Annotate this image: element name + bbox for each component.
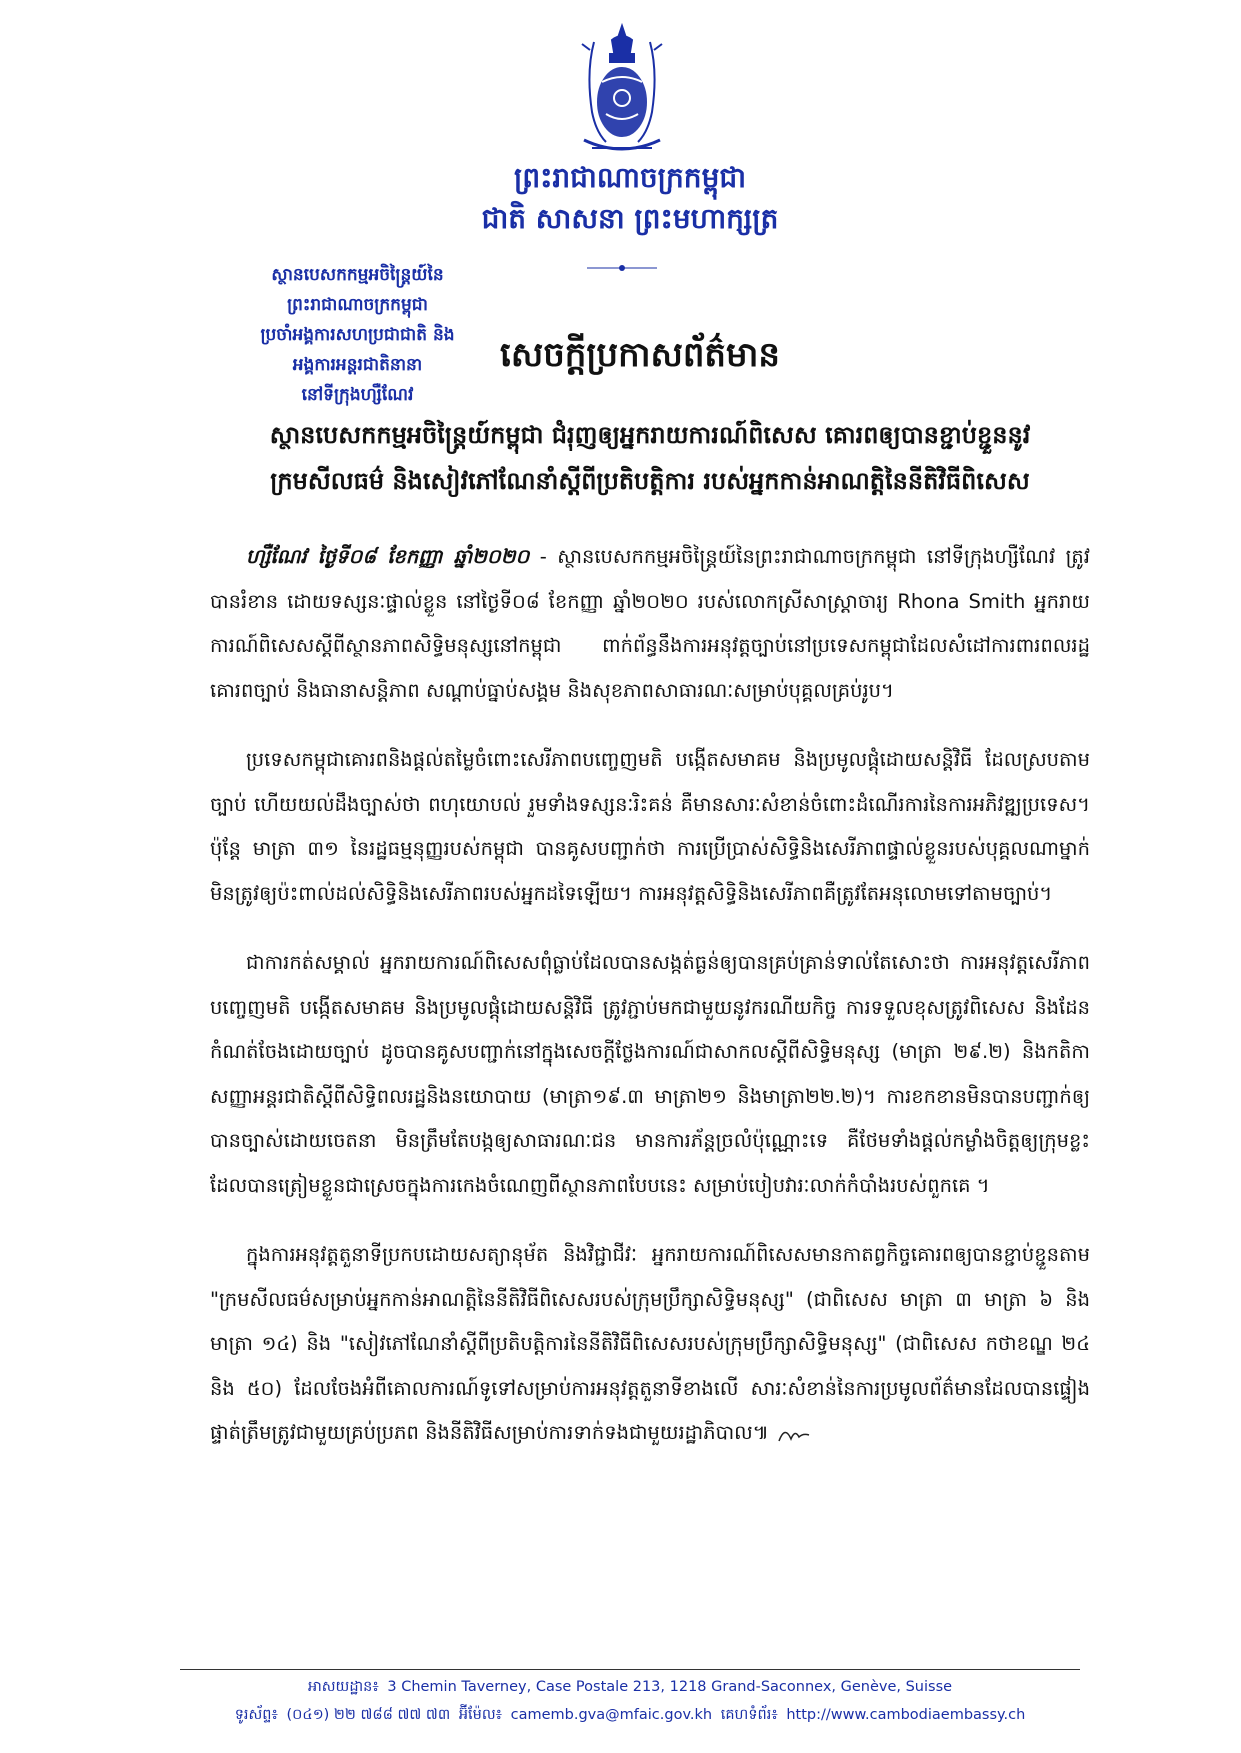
footer-address bbox=[170, 1678, 1090, 1699]
address-label: អាសយដ្ឋាន៖ bbox=[307, 1679, 379, 1695]
kingdom-name: ព្រះរាជាណាចក្រកម្ពុជា bbox=[513, 161, 746, 194]
initials-signature-icon bbox=[777, 1423, 811, 1445]
paragraph: ជាការកត់សម្គាល់ អ្នករាយការណ៍ពិសេសពុំធ្លាប់ដែលបានសង្កត់ធ្ងន់ឲ្យបានគ្រប់គ្រាន់ទាល់តែសោះថា ការអនុវត្តសេរីភាពបញ្ចេញមតិ បង្កើតសមាគម និងប្រមូលផ្តុំដោយសន្តិវិធី ត្រូវភ្ជាប់មកជាមួយនូវករណីយកិច្ច ការទទួលខុសត្រូវពិសេស និងដែនកំណត់ចែងដោយច្បាប់ ដូចបានគូសបញ្ជាក់នៅក្នុងសេចក្តីថ្លែងការណ៍ជាសាកលស្តីពីសិទ្ធិមនុស្ស (មាត្រា ២៩.២) និងកតិកាសញ្ញាអន្តរជាតិស្តីពីសិទ្ធិពលរដ្ឋនិងនយោបាយ (មាត្រា១៩.៣ មាត្រា២១ និងមាត្រា២២.២)។ ការខកខានមិនបានបញ្ជាក់ឲ្យបានច្បាស់ដោយចេតនា មិនត្រឹមតែបង្កឲ្យសាធារណៈជន មានការភ័ន្តច្រលំប៉ុណ្ណោះទេ គឺថែមទាំងផ្តល់កម្លាំងចិត្តឲ្យក្រុមខ្លះ ដែលបានត្រៀមខ្លួនជាស្រេចក្នុងការកេងចំណេញពីស្ថានភាពបែបនេះ សម្រាប់បៀបវារៈលាក់កំបាំងរបស់ពួកគេ ។ bbox=[210, 951, 1090, 1197]
website-label: គេហទំព័រ៖ bbox=[720, 1707, 778, 1723]
paragraph-text: ក្នុងការអនុវត្តតួនាទីប្រកបដោយសត្យានុម័ត និងវិជ្ជាជីវៈ អ្នករាយការណ៍ពិសេសមានកាតព្វកិច្ចគោរពឲ្យបានខ្ជាប់ខ្ជួនតាម "ក្រមសីលធម៌សម្រាប់អ្នកកាន់អាណត្តិនៃនីតិវិធីពិសេសរបស់ក្រុមប្រឹក្សាសិទ្ធិមនុស្ស" (ជាពិសេស មាត្រា ៣ មាត្រា ៦ និងមាត្រា ១៤) និង "សៀវភៅណែនាំស្តីពីប្រតិបត្តិការនៃនីតិវិធីពិសេសរបស់ក្រុមប្រឹក្សាសិទ្ធិមនុស្ស" (ជាពិសេស កថាខណ្ឌ ២៤ និង ៥០) ដែលចែងអំពីគោលការណ៍ទូទៅសម្រាប់ការអនុវត្តតួនាទីខាងលើ សារៈសំខាន់នៃការប្រមូលព័ត៌មានដែលបានផ្ទៀងផ្ទាត់ត្រឹមត្រូវជាមួយគ្រប់ប្រភព និងនីតិវិធីសម្រាប់ការទាក់ទងជាមួយរដ្ឋាភិបាល៕ bbox=[210, 1243, 1090, 1444]
dateline: ហ្សឺណែវ ថ្ងៃទី០៨ ខែកញ្ញា ឆ្នាំ២០២០ bbox=[246, 545, 530, 568]
sender-line: នៅទីក្រុងហ្សឺណែវ bbox=[301, 385, 414, 405]
sender-line: ស្ថានបេសកកម្មអចិន្ត្រៃយ៍នៃព្រះរាជាណាចក្រកម្ពុជា bbox=[271, 265, 444, 315]
sender-line: ប្រចាំអង្គការសហប្រជាជាតិ និងអង្គការអន្តរជាតិនានា bbox=[260, 325, 455, 375]
headline bbox=[210, 412, 1090, 504]
headline-line: ក្រមសីលធម៌ និងសៀវភៅណែនាំស្តីពីប្រតិបត្តិការ របស់អ្នកកាន់អាណត្តិនៃនីតិវិធីពិសេស bbox=[270, 466, 1030, 495]
address-value: 3 Chemin Taverney, Case Postale 213, 1218 Grand-Saconnex, Genève, Suisse bbox=[387, 1679, 953, 1695]
email-label: អ៊ីម៉ែល៖ bbox=[458, 1707, 503, 1723]
sender-block bbox=[245, 260, 470, 410]
website-link[interactable]: http://www.cambodiaembassy.ch bbox=[786, 1707, 1026, 1723]
phone-label: ទូរស័ព្ទ៖ bbox=[234, 1707, 278, 1723]
paragraph bbox=[210, 1233, 1090, 1456]
paragraph: ប្រទេសកម្ពុជាគោរពនិងផ្តល់តម្លៃចំពោះសេរីភាពបញ្ចេញមតិ បង្កើតសមាគម និងប្រមូលផ្តុំដោយសន្តិវិធី ដែលស្របតាមច្បាប់ ហើយយល់ដឹងច្បាស់ថា ពហុយោបល់ រួមទាំងទស្សនៈរិះគន់ គឺមានសារៈសំខាន់ចំពោះដំណើរការនៃការអភិវឌ្ឍប្រទេស។ ប៉ុន្តែ មាត្រា ៣១ នៃរដ្ឋធម្មនុញ្ញរបស់កម្ពុជា បានគូសបញ្ជាក់ថា ការប្រើប្រាស់សិទ្ធិនិងសេរីភាពផ្ទាល់ខ្លួនរបស់បុគ្គលណាម្នាក់ មិនត្រូវឲ្យប៉ះពាល់ដល់សិទ្ធិនិងសេរីភាពរបស់អ្នកដទៃឡើយ។ ការអនុវត្តសិទ្ធិនិងសេរីភាពគឺត្រូវតែអនុលោមទៅតាមច្បាប់។ bbox=[210, 748, 1090, 905]
ornament-divider bbox=[587, 264, 657, 272]
paragraph-text: - ស្ថានបេសកកម្មអចិន្ត្រៃយ៍នៃព្រះរាជាណាចក្រកម្ពុជា នៅទីក្រុងហ្សឺណែវ ត្រូវបានរំខាន ដោយទស្សនៈផ្ទាល់ខ្លួន នៅថ្ងៃទី០៨ ខែកញ្ញា ឆ្នាំ២០២០ របស់លោកស្រីសាស្ត្រាចារ្យ Rhona Smith អ្នករាយការណ៍ពិសេសស្តីពីស្ថានភាពសិទ្ធិមនុស្សនៅកម្ពុជា ពាក់ព័ន្ធនឹងការអនុវត្តច្បាប់នៅប្រទេសកម្ពុជាដែលសំដៅការពារពលរដ្ឋគោរពច្បាប់ និងធានាសន្តិភាព សណ្តាប់ធ្នាប់សង្គម និងសុខភាពសាធារណៈសម្រាប់បុគ្គលគ្រប់រូប។ bbox=[210, 545, 1090, 702]
footer-divider bbox=[180, 1669, 1080, 1670]
phone-value: (០៤១) ២២ ៧៨៨ ៧៧ ៧៣ bbox=[286, 1707, 451, 1723]
royal-coat-of-arms-icon bbox=[572, 22, 672, 160]
footer-contacts bbox=[170, 1706, 1090, 1727]
paragraph bbox=[210, 535, 1090, 713]
document-title: សេចក្តីប្រកាសព័ត៌មាន bbox=[500, 335, 780, 375]
email-link[interactable]: camemb.gva@mfaic.gov.kh bbox=[510, 1707, 713, 1723]
headline-line: ស្ថានបេសកកម្មអចិន្ត្រៃយ៍កម្ពុជា ជំរុញឲ្យអ្នករាយការណ៍ពិសេស គោរពឲ្យបានខ្ជាប់ខ្ជួននូវ bbox=[269, 420, 1031, 449]
body-text bbox=[210, 535, 1090, 1481]
national-motto: ជាតិ សាសនា ព្រះមហាក្សត្រ bbox=[481, 202, 779, 235]
